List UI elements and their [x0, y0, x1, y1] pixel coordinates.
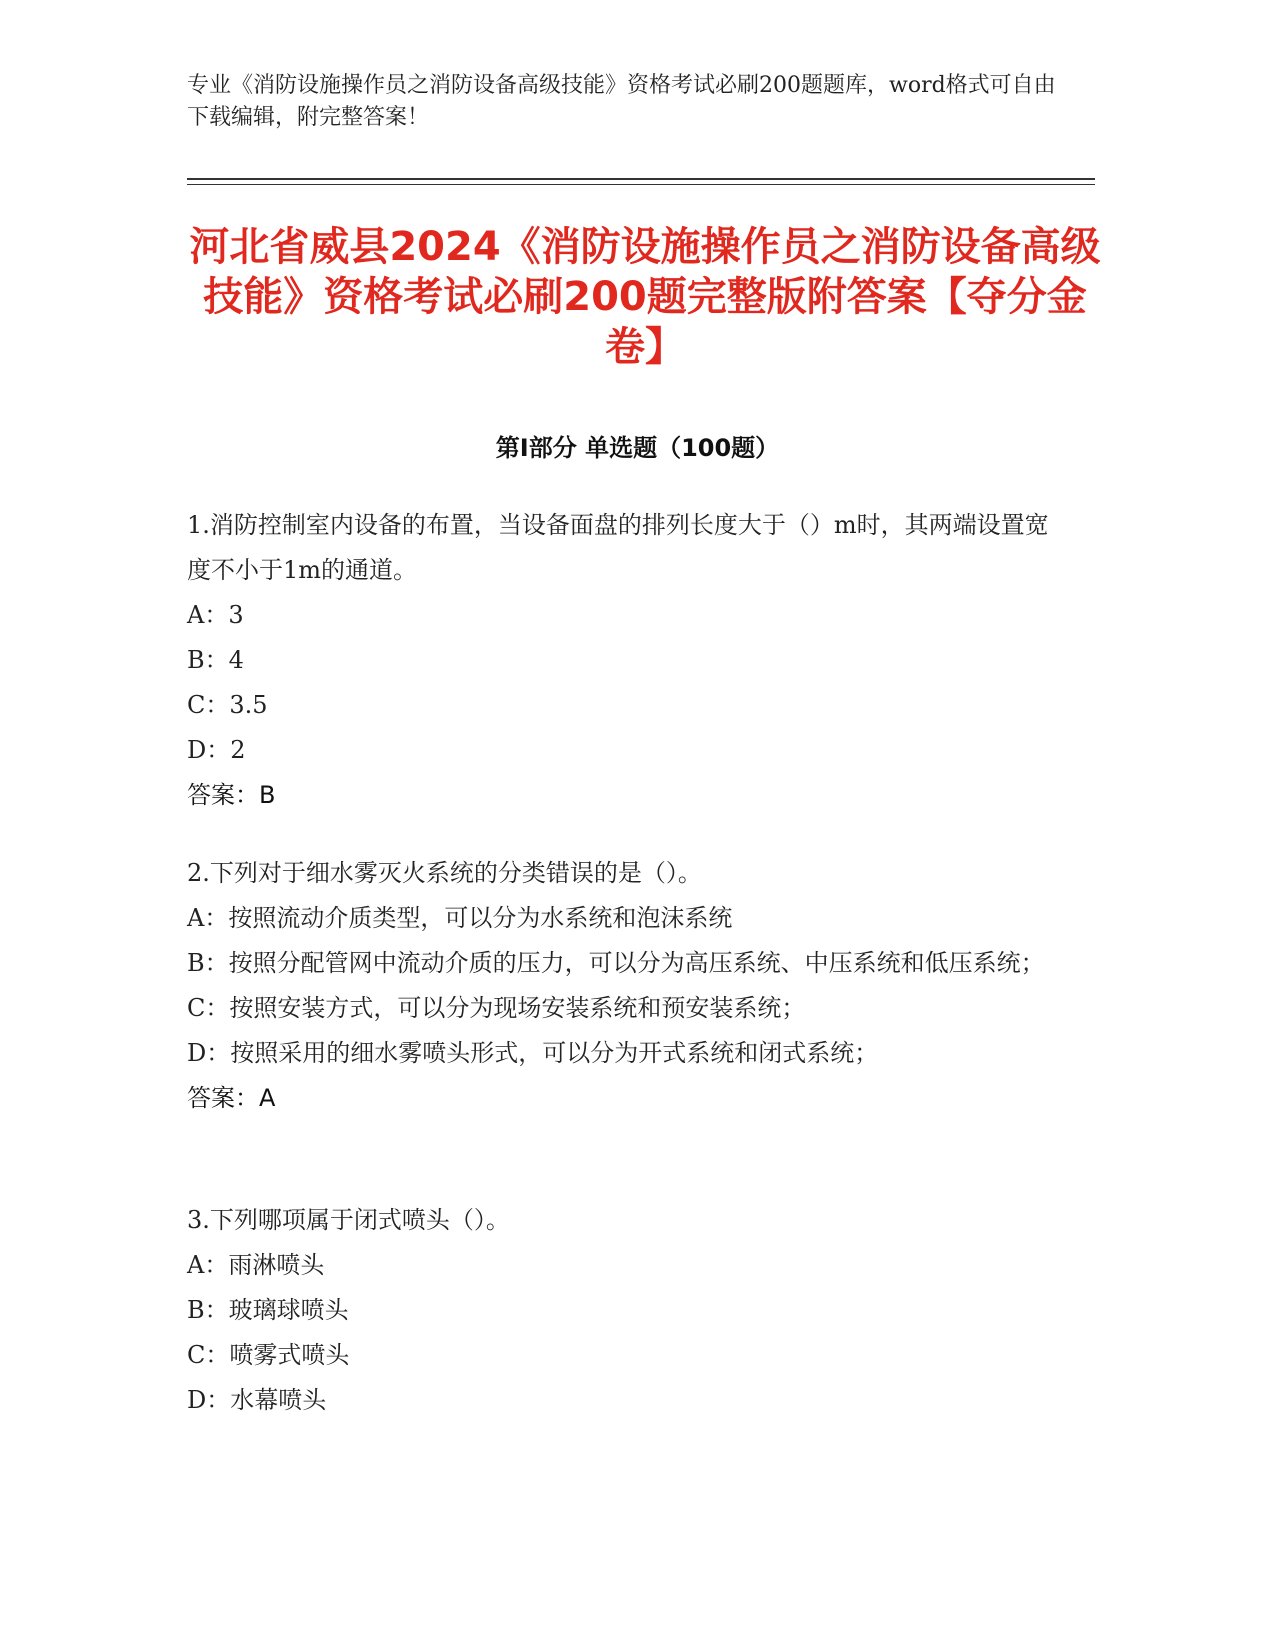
section-heading: 第Ⅰ部分 单选题（100题）	[495, 434, 780, 462]
question-option-c: C：3.5	[187, 691, 268, 719]
question-option-d: D：按照采用的细水雾喷头形式，可以分为开式系统和闭式系统；	[187, 1039, 879, 1067]
question-stem: 2.下列对于细水雾灭火系统的分类错误的是（）。	[187, 859, 702, 887]
header-note: 专业《消防设施操作员之消防设备高级技能》资格考试必刷200题题库，word格式可自由下载编辑，附完整答案！	[187, 73, 1056, 130]
question-stem: 3.下列哪项属于闭式喷头（）。	[187, 1206, 510, 1234]
header-rule-thick	[187, 178, 1095, 180]
header-rule-thin	[187, 184, 1095, 185]
question-option-d: D：2	[187, 736, 246, 764]
question-answer: 答案：A	[187, 1084, 276, 1112]
question-2	[187, 851, 1067, 1121]
question-option-a: A：按照流动介质类型，可以分为水系统和泡沫系统	[187, 904, 733, 932]
question-option-a: A：3	[187, 601, 244, 629]
question-option-c: C：按照安装方式，可以分为现场安装系统和预安装系统；	[187, 994, 806, 1022]
question-option-b: B：4	[187, 646, 244, 674]
question-1	[187, 503, 1067, 818]
document-title: 河北省威县2024《消防设施操作员之消防设备高级技能》资格考试必刷200题完整版附答案【夺分金卷】	[189, 224, 1101, 370]
question-option-d: D：水幕喷头	[187, 1386, 327, 1414]
question-answer: 答案：B	[187, 781, 276, 809]
question-option-b: B：按照分配管网中流动介质的压力，可以分为高压系统、中压系统和低压系统；	[187, 949, 1045, 977]
question-stem: 1.消防控制室内设备的布置，当设备面盘的排列长度大于（）m时，其两端设置宽度不小于1m的通道。	[187, 511, 1049, 584]
question-option-c: C：喷雾式喷头	[187, 1341, 350, 1369]
question-3	[187, 1198, 1067, 1423]
question-option-a: A：雨淋喷头	[187, 1251, 325, 1279]
question-option-b: B：玻璃球喷头	[187, 1296, 349, 1324]
